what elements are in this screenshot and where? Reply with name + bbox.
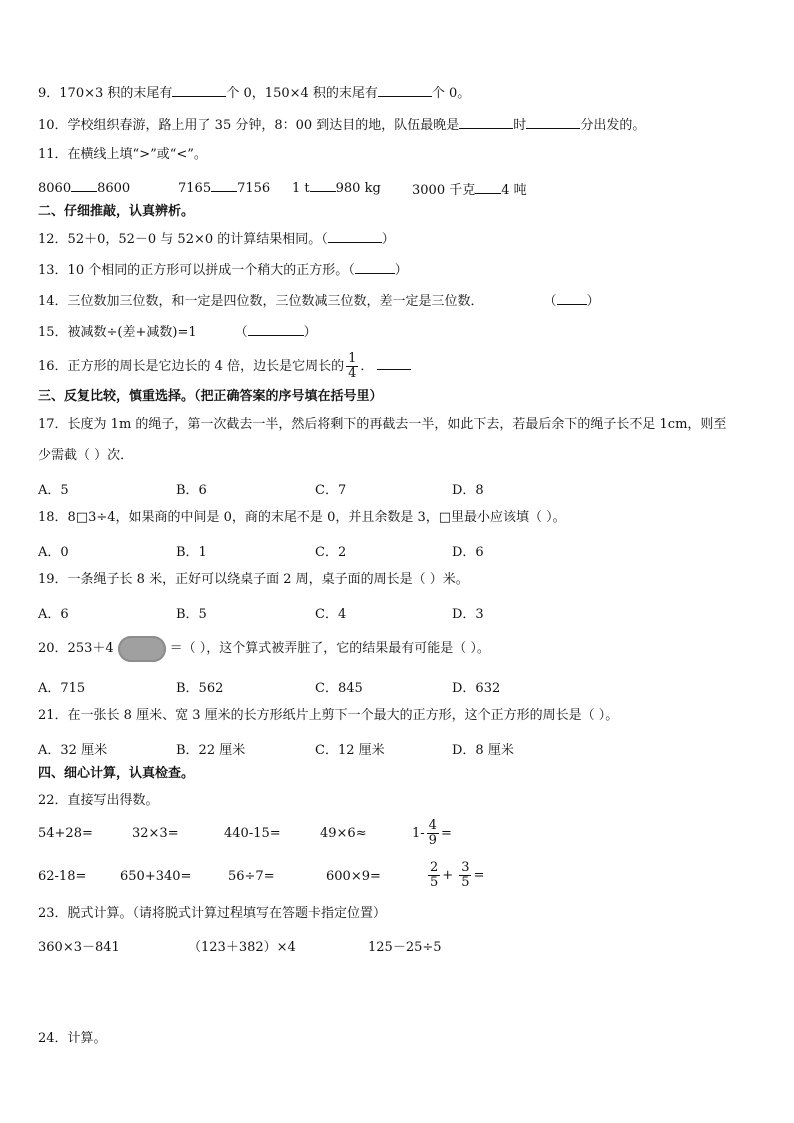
q19-option-a[interactable]: A．6 — [38, 607, 69, 622]
q22-item: 600×9= — [326, 869, 381, 884]
q20-option-b[interactable]: B．562 — [176, 681, 224, 696]
question-10: 10．学校组织春游，路上用了 35 分钟，8：00 到达目的地，队伍最晚是 时 分出发的。 — [38, 118, 646, 133]
q20-option-d[interactable]: D．632 — [452, 681, 501, 696]
q21-option-d[interactable]: D．8 厘米 — [452, 743, 514, 758]
q11-item-1: 8060 8600 — [38, 181, 131, 196]
question-17-line-1: 17．长度为 1m 的绳子，第一次截去一半，然后将剩下的再截去一半，如此下去，若最后余下的绳子长不足 1cm，则至 — [38, 417, 727, 432]
question-16: 16．正方形的周长是它边长的 4 倍，边长是它周长的 $\frac{1}{4}$ ． — [38, 348, 411, 386]
question-9: 9．170×3 积的末尾有 个 0，150×4 积的末尾有 个 0。 — [38, 86, 471, 101]
question-21: 21．在一张长 8 厘米、宽 3 厘米的长方形纸片上剪下一个最大的正方形，这个正方形的周长是（ ）。 — [38, 708, 619, 723]
q18-option-d[interactable]: D．6 — [452, 545, 484, 560]
q9-blank-1[interactable] — [172, 84, 226, 97]
section-2-heading: 二、仔细推敲，认真辨析。 — [38, 204, 195, 219]
question-22: 22．直接写出得数。 — [38, 793, 159, 808]
q11-item-3: 1 t 980 kg — [292, 181, 381, 196]
question-23: 23．脱式计算。（请将脱式计算过程填写在答题卡指定位置） — [38, 906, 387, 921]
q17-option-d[interactable]: D．8 — [452, 483, 484, 498]
question-15: 15．被减数÷(差+减数)=1 （ ） — [38, 325, 317, 340]
q16-fraction: $\frac{1}{4}$ — [348, 351, 357, 381]
question-13: 13．10 个相同的正方形可以拼成一个稍大的正方形。（ ） — [38, 263, 408, 278]
question-11: 11．在横线上填“>”或“<”。 — [38, 147, 207, 162]
q22-fraction-item: $\frac{2}{5}$ + $\frac{3}{5}$ = — [430, 860, 485, 890]
q9-blank-2[interactable] — [378, 84, 432, 97]
q9-text: 9．170×3 积的末尾有 — [38, 86, 173, 101]
question-19: 19．一条绳子长 8 米，正好可以绕桌子面 2 周，桌子面的周长是（ ）米。 — [38, 572, 469, 587]
q11-item-2: 7165 7156 — [178, 181, 271, 196]
q21-option-c[interactable]: C．12 厘米 — [315, 743, 385, 758]
q19-option-d[interactable]: D．3 — [452, 607, 484, 622]
question-17-line-2: 少需截（ ）次． — [38, 448, 134, 463]
q23-item: 125－25÷5 — [368, 940, 442, 955]
q22-fraction-item: 1- $\frac{4}{9}$ = — [412, 818, 452, 848]
question-14: 14．三位数加三位数，和一定是四位数，三位数减三位数，差一定是三位数． （ ） — [38, 294, 600, 309]
q20-option-c[interactable]: C．845 — [315, 681, 363, 696]
q18-option-a[interactable]: A．0 — [38, 545, 69, 560]
q23-item: （123＋382）×4 — [188, 940, 296, 955]
q21-option-a[interactable]: A．32 厘米 — [38, 743, 108, 758]
section-3-heading: 三、反复比较，慎重选择。（把正确答案的序号填在括号里） — [38, 389, 383, 404]
q19-option-b[interactable]: B．5 — [176, 607, 207, 622]
q18-option-b[interactable]: B．1 — [176, 545, 207, 560]
q10-blank-minute[interactable] — [526, 116, 580, 129]
q22-item: 62-18= — [38, 869, 87, 884]
question-24: 24．计算。 — [38, 1031, 107, 1046]
q11-item-4: 3000 千克 4 吨 — [412, 183, 527, 198]
q17-option-c[interactable]: C．7 — [315, 483, 347, 498]
q22-item: 56÷7= — [228, 869, 275, 884]
q17-option-b[interactable]: B．6 — [176, 483, 207, 498]
q22-item: 32×3= — [132, 826, 179, 841]
q10-blank-hour[interactable] — [459, 116, 513, 129]
q20-option-a[interactable]: A．715 — [38, 681, 86, 696]
ink-blot-smudge — [118, 636, 166, 662]
q23-item: 360×3－841 — [38, 940, 120, 955]
q18-option-c[interactable]: C．2 — [315, 545, 347, 560]
section-4-heading: 四、细心计算，认真检查。 — [38, 766, 195, 781]
q17-option-a[interactable]: A．5 — [38, 483, 69, 498]
q22-item: 650+340= — [120, 869, 192, 884]
q22-item: 49×6≈ — [320, 826, 367, 841]
question-18: 18．8□3÷4，如果商的中间是 0，商的末尾不是 0，并且余数是 3，□里最小应该填（ ）。 — [38, 510, 566, 525]
q21-option-b[interactable]: B．22 厘米 — [176, 743, 246, 758]
q22-item: 440-15= — [224, 826, 281, 841]
q22-item: 54+28= — [38, 826, 93, 841]
question-12: 12．52＋0，52－0 与 52×0 的计算结果相同。（ ） — [38, 232, 395, 247]
q19-option-c[interactable]: C．4 — [315, 607, 347, 622]
question-20: 20．253＋4 ＝（ ），这个算式被弄脏了，它的结果最有可能是（ ）。 — [38, 634, 490, 664]
